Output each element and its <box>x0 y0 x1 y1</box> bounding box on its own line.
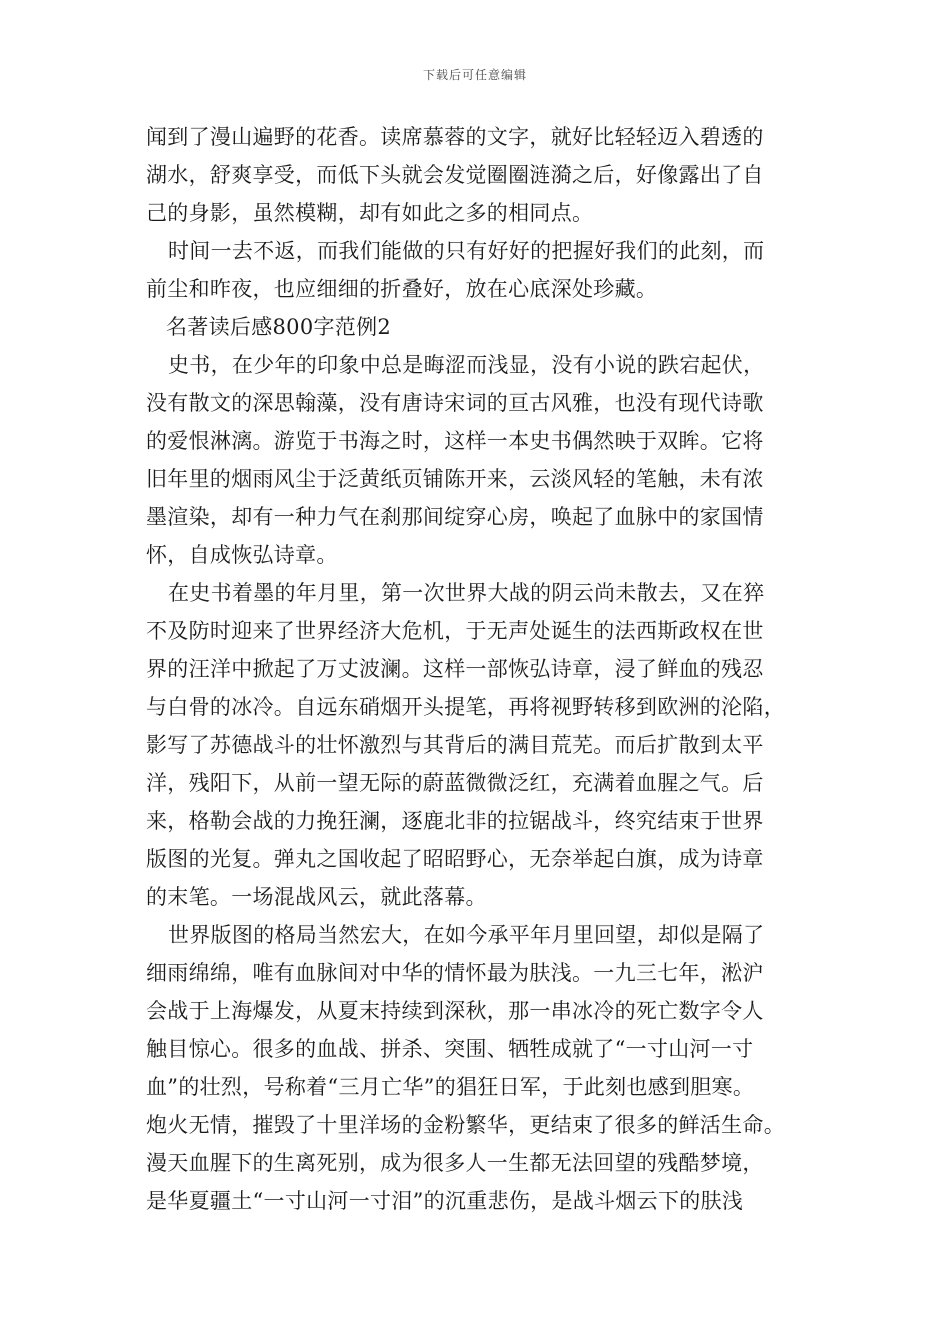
text-line: 炮火无情，摧毁了十里洋场的金粉繁华，更结束了很多的鲜活生命。 <box>146 1113 785 1137</box>
text-line: 己的身影，虽然模糊，却有如此之多的相同点。 <box>146 201 594 225</box>
text-line: 的末笔。一场混战风云，就此落幕。 <box>146 885 487 909</box>
paragraph-start: 史书，在少年的印象中总是晦涩而浅显，没有小说的跌宕起伏， <box>168 353 765 377</box>
text-line: 的爱恨淋漓。游览于书海之时，这样一本史书偶然映于双眸。它将 <box>146 429 764 453</box>
paragraph-start: 世界版图的格局当然宏大，在如今承平年月里回望，却似是隔了 <box>168 923 765 947</box>
text-line: 影写了苏德战斗的壮怀激烈与其背后的满目荒芜。而后扩散到太平 <box>146 733 764 757</box>
text-line: 版图的光复。弹丸之国收起了昭昭野心，无奈举起白旗，成为诗章 <box>146 847 764 871</box>
paragraph-start: 时间一去不返，而我们能做的只有好好的把握好我们的此刻，而 <box>168 239 765 263</box>
text-line: 是华夏疆土“一寸山河一寸泪”的沉重悲伤，是战斗烟云下的肤浅 <box>146 1189 744 1213</box>
text-line: 前尘和昨夜，也应细细的折叠好，放在心底深处珍藏。 <box>146 277 658 301</box>
text-line: 触目惊心。很多的血战、拼杀、突围、牺牲成就了“一寸山河一寸 <box>146 1037 754 1061</box>
paragraph-start: 在史书着墨的年月里，第一次世界大战的阴云尚未散去，又在猝 <box>168 581 765 605</box>
text-line: 血”的壮烈，号称着“三月亡华”的猖狂日军，于此刻也感到胆寒。 <box>146 1075 755 1099</box>
text-line: 会战于上海爆发，从夏末持续到深秋，那一串冰冷的死亡数字令人 <box>146 999 764 1023</box>
document-body <box>146 118 810 1220</box>
section-heading: 名著读后感800字范例2 <box>166 315 392 339</box>
text-line: 旧年里的烟雨风尘于泛黄纸页铺陈开来，云淡风轻的笔触，未有浓 <box>146 467 764 491</box>
text-line: 界的汪洋中掀起了万丈波澜。这样一部恢弘诗章，浸了鲜血的残忍 <box>146 657 764 681</box>
page-header: 下载后可任意编辑 <box>422 68 527 82</box>
text-line: 细雨绵绵，唯有血脉间对中华的情怀最为肤浅。一九三七年，淞沪 <box>146 961 764 985</box>
text-line: 洋，残阳下，从前一望无际的蔚蓝微微泛红，充满着血腥之气。后 <box>146 771 764 795</box>
text-line: 没有散文的深思翰藻，没有唐诗宋词的亘古风雅，也没有现代诗歌 <box>146 391 764 415</box>
text-line: 来，格勒会战的力挽狂澜，逐鹿北非的拉锯战斗，终究结束于世界 <box>146 809 764 833</box>
text-line: 怀，自成恢弘诗章。 <box>146 543 338 567</box>
text-line: 闻到了漫山遍野的花香。读席慕蓉的文字，就好比轻轻迈入碧透的 <box>146 125 764 149</box>
text-line: 湖水，舒爽享受，而低下头就会发觉圈圈涟漪之后，好像露出了自 <box>146 163 764 187</box>
text-line: 墨渲染，却有一种力气在刹那间绽穿心房，唤起了血脉中的家国情 <box>146 505 764 529</box>
text-line: 漫天血腥下的生离死别，成为很多人一生都无法回望的残酷梦境， <box>146 1151 764 1175</box>
text-line: 与白骨的冰冷。自远东硝烟开头提笔，再将视野转移到欧洲的沦陷， <box>146 695 785 719</box>
text-line: 不及防时迎来了世界经济大危机，于无声处诞生的法西斯政权在世 <box>146 619 764 643</box>
